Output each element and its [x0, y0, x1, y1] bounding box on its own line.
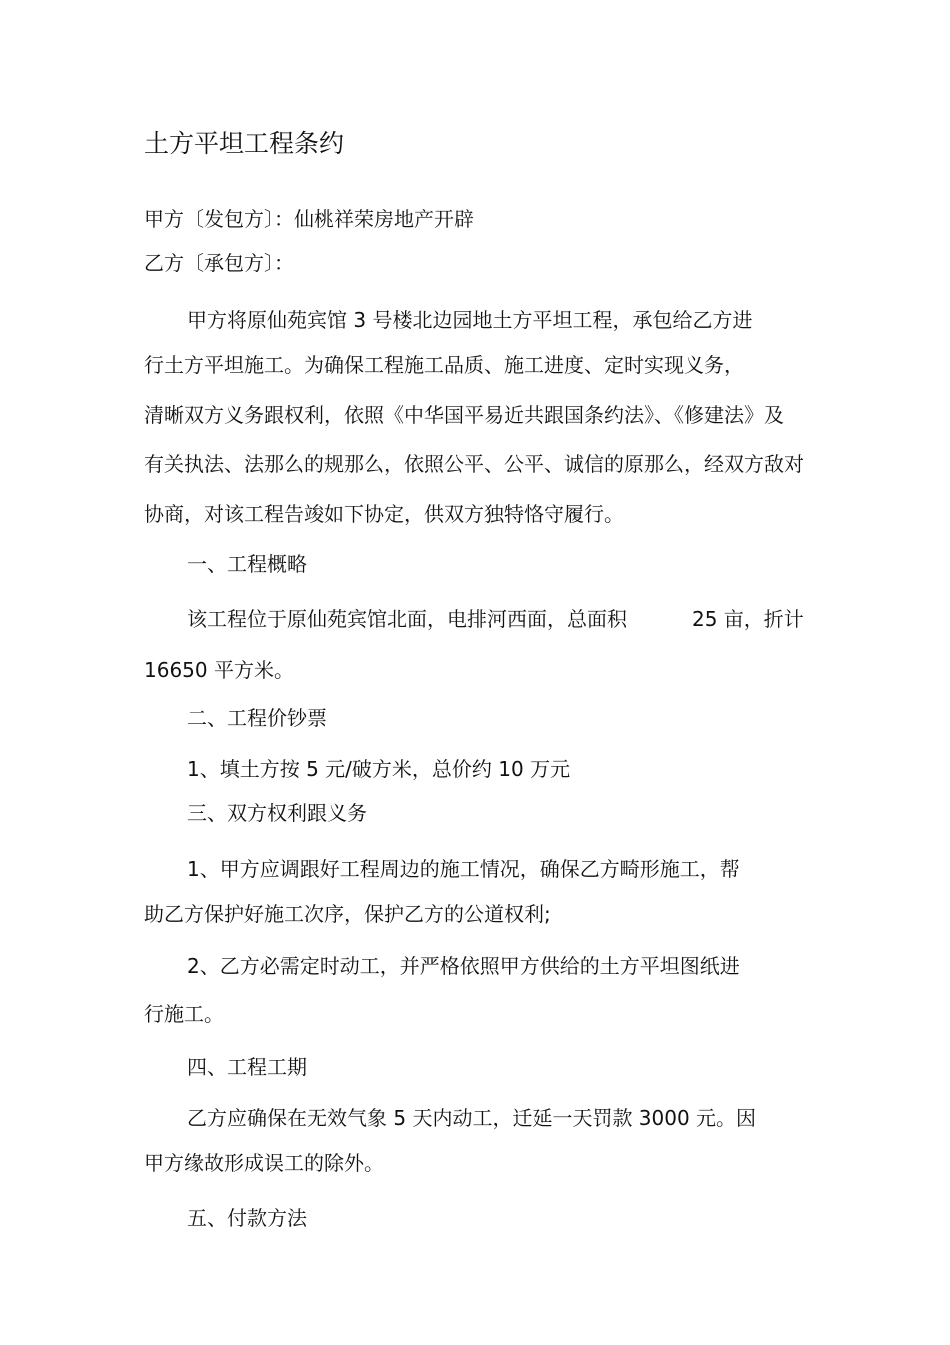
section-heading: 五、付款方法: [187, 1206, 307, 1230]
intro-line: 有关执法、法那么的规那么，依照公平、公平、诚信的原那么，经双方敌对: [144, 452, 804, 476]
document-title: 土方平坦工程条约: [144, 129, 345, 158]
intro-line: 清晰双方义务跟权利，依照《中华国平易近共跟国条约法》、《修建法》及: [144, 403, 784, 427]
intro-line: 甲方将原仙苑宾馆 3 号楼北边园地土方平坦工程，承包给乙方进: [187, 308, 753, 332]
section3-item: 1、甲方应调跟好工程周边的施工情况，确保乙方畸形施工，帮: [187, 857, 740, 881]
section1-text-tail: 25 亩，折计: [692, 607, 804, 631]
section4-text: 乙方应确保在无效气象 5 天内动工，迁延一天罚款 3000 元。因: [187, 1106, 757, 1130]
section3-item: 2、乙方必需定时动工，并严格依照甲方供给的土方平坦图纸进: [187, 954, 740, 978]
section1-text: 该工程位于原仙苑宾馆北面，电排河西面，总面积: [187, 607, 627, 631]
section2-item: 1、填土方按 5 元/破方米，总价约 10 万元: [187, 757, 571, 781]
section-heading: 一、工程概略: [187, 552, 307, 576]
section3-item: 助乙方保护好施工次序，保护乙方的公道权利;: [144, 902, 551, 926]
section4-text: 甲方缘故形成误工的除外。: [144, 1151, 384, 1175]
section1-text: 16650 平方米。: [144, 658, 294, 682]
section-heading: 三、双方权利跟义务: [187, 801, 367, 825]
intro-line: 行土方平坦施工。为确保工程施工品质、施工进度、定时实现义务，: [144, 353, 744, 377]
party-a: 甲方〔发包方〕：仙桃祥荣房地产开辟: [144, 207, 474, 231]
section-heading: 二、工程价钞票: [187, 706, 327, 730]
section-heading: 四、工程工期: [187, 1055, 307, 1079]
party-b: 乙方〔承包方〕：: [144, 251, 294, 275]
section3-item: 行施工。: [144, 1002, 224, 1026]
intro-line: 协商，对该工程告竣如下协定，供双方独特恪守履行。: [144, 502, 624, 526]
